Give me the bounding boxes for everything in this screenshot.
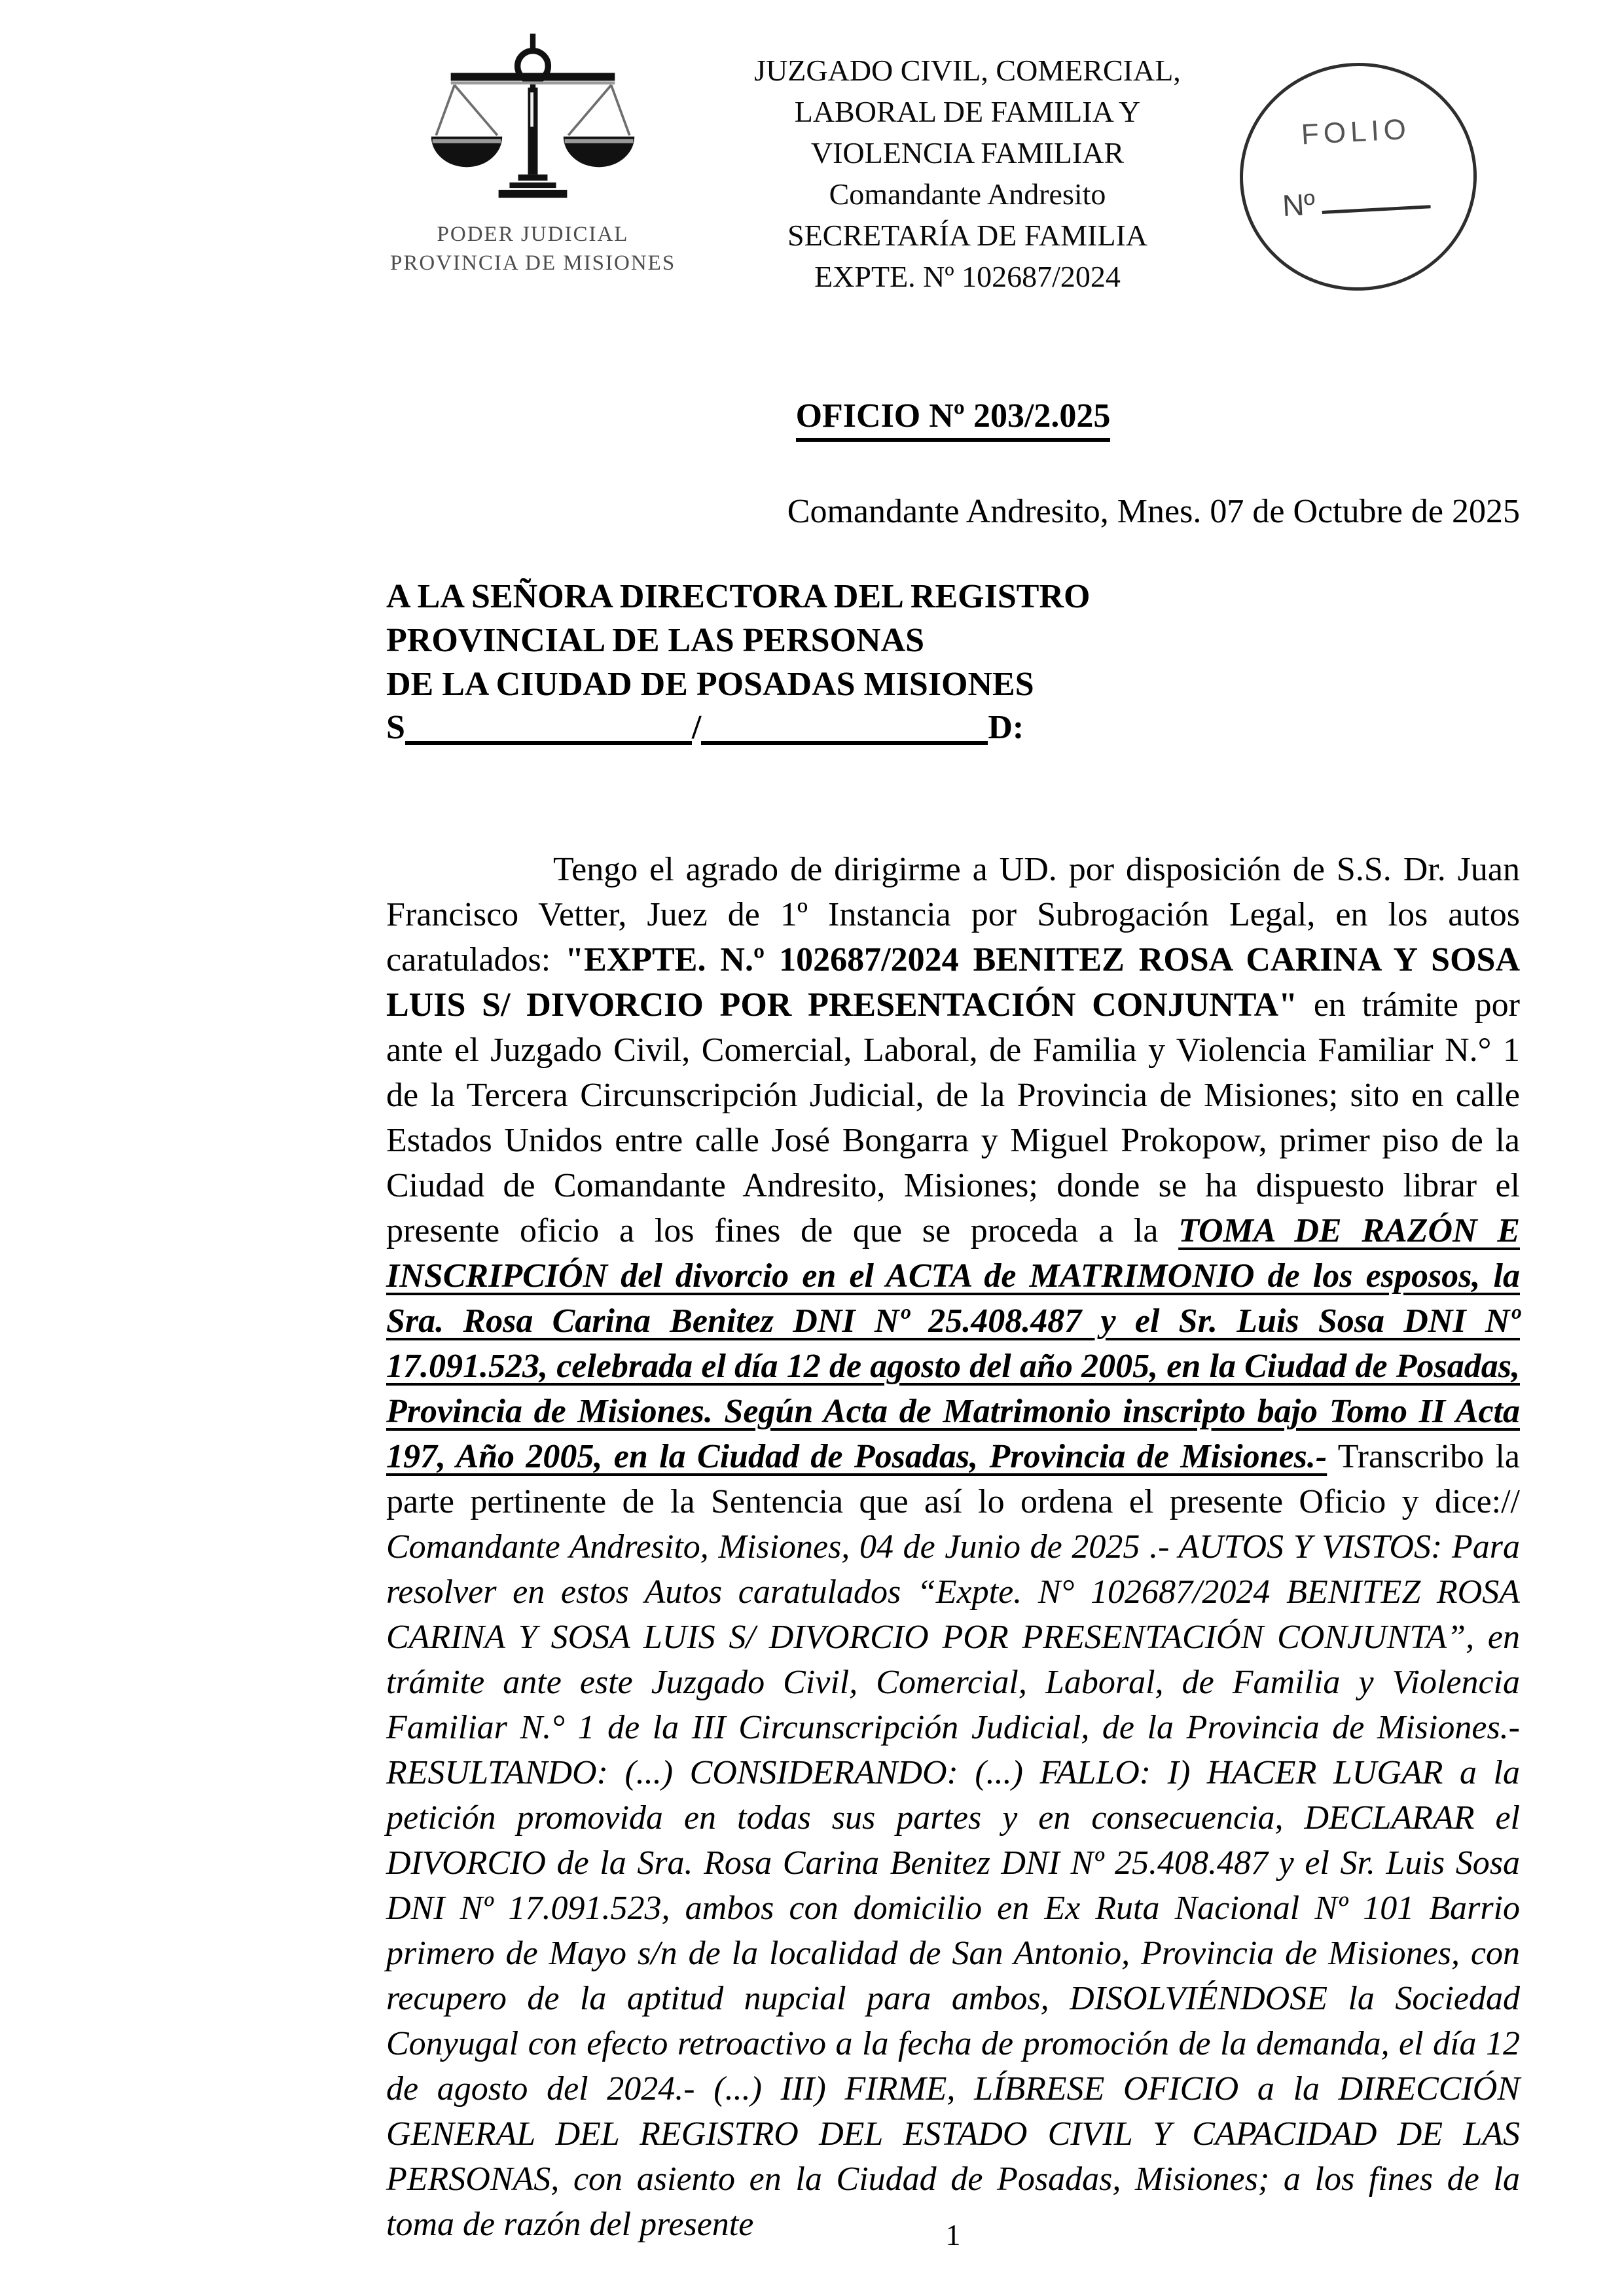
page-number: 1	[945, 2218, 961, 2251]
addressee-line: A LA SEÑORA DIRECTORA DEL REGISTRO	[386, 578, 1091, 615]
court-header-line: VIOLENCIA FAMILIAR	[810, 136, 1125, 170]
addressee-line: PROVINCIAL DE LAS PERSONAS	[386, 622, 925, 659]
court-header-line: EXPTE. Nº 102687/2024	[814, 260, 1121, 293]
body-text-run: Tengo el agrado de dirigirme a UD. por disposición de S.S. Dr. Juan Francisco Vetter, Juez de 1º Instancia por Subrogación Legal, en los autos caratulados:	[386, 851, 1520, 978]
body-text-run: Comandante Andresito, Misiones, 04 de Junio de 2025 .- AUTOS Y VISTOS: Para resolver en estos Autos caratulados “Expte. N° 102687/2024 BENITEZ ROSA CARINA Y SOSA LUIS S/ DIVORCIO POR PRESENTACIÓN CONJUNTA”, en trámite ante este Juzgado Civil, Comercial, Laboral, de Familia y Violencia Familiar N.° 1 de la III Circunscripción Judicial, de la Provincia de Misiones.- RESULTANDO: (...) CONSIDERANDO: (...) FALLO: I) HACER LUGAR a la petición promovida en todas sus partes y en consecuencia, DECLARAR el DIVORCIO de la Sra. Rosa Carina Benitez DNI Nº 25.408.487 y el Sr. Luis Sosa DNI Nº 17.091.523, ambos con domicilio en Ex Ruta Nacional Nº 101 Barrio primero de Mayo s/n de la localidad de San Antonio, Provincia de Misiones, con recupero de la aptitud nupcial para ambos, DISOLVIÉNDOSE la Sociedad Conyugal con efecto retroactivo a la fecha de promoción de la demanda, el día 12 de agosto del 2024.- (...) III) FIRME, LÍBRESE OFICIO a la DIRECCIÓN GENERAL DEL REGISTRO DEL ESTADO CIVIL Y CAPACIDAD DE LAS PERSONAS, con asiento en la Ciudad de Posadas, Misiones; a los fines de la toma de razón del presente	[386, 1528, 1520, 2243]
addressee-line: DE LA CIUDAD DE POSADAS MISIONES	[386, 666, 1034, 703]
judicial-logo-block	[390, 26, 676, 278]
body-paragraph	[386, 847, 1520, 2247]
body-text-run: en trámite por ante el Juzgado Civil, Comercial, Laboral, de Familia y Violencia Familiar N.° 1 de la Tercera Circunscripción Judicial, de la Provincia de Misiones; sito en calle Estados Unidos entre calle José Bongarra y Miguel Prokopow, primer piso de la Ciudad de Comandante Andresito, Misiones; donde se ha dispuesto librar el presente oficio a los fines de que se proceda a la	[386, 986, 1520, 1249]
folio-number-prefix: Nº	[1281, 187, 1316, 223]
salutation-line	[386, 707, 1024, 747]
folio-stamp	[1234, 57, 1483, 296]
oficio-title-text: OFICIO Nº 203/2.025	[796, 397, 1111, 442]
court-header-line: JUZGADO CIVIL, COMERCIAL,	[754, 54, 1181, 87]
court-header-block	[706, 50, 1229, 297]
court-header-line: SECRETARÍA DE FAMILIA	[787, 219, 1148, 252]
body-text-run: TOMA DE RAZÓN E INSCRIPCIÓN del divorcio en el ACTA de MATRIMONIO de los esposos, la Sra. Rosa Carina Benitez DNI Nº 25.408.487 y el Sr. Luis Sosa DNI Nº 17.091.523, celebrada el día 12 de agosto del año 2005, en la Ciudad de Posadas, Provincia de Misiones. Según Acta de Matrimonio inscripto bajo Tomo II Acta 197, Año 2005, en la Ciudad de Posadas, Provincia de Misiones.-	[386, 1212, 1520, 1475]
addressee-block	[386, 575, 1090, 706]
body-text-run: "EXPTE. N.º 102687/2024 BENITEZ ROSA CARINA Y SOSA LUIS S/ DIVORCIO POR PRESENTACIÓN CONJUNTA"	[386, 941, 1520, 1024]
oficio-title	[386, 397, 1520, 435]
salutation-s-label: S	[386, 709, 405, 746]
salutation-d-label: D:	[988, 709, 1024, 746]
folio-number-line	[1321, 179, 1431, 214]
logo-caption-poder-judicial: PODER JUDICIAL	[437, 223, 629, 246]
salutation-underline-1	[405, 707, 692, 745]
salutation-slash: /	[691, 709, 702, 746]
folio-number-row	[1282, 179, 1432, 223]
date-line: Comandante Andresito, Mnes. 07 de Octubre de 2025	[787, 493, 1520, 530]
salutation-underline-2	[701, 707, 988, 745]
court-header-line: Comandante Andresito	[829, 177, 1106, 211]
folio-stamp-label: FOLIO	[1300, 113, 1412, 151]
court-header-line: LABORAL DE FAMILIA Y	[794, 95, 1141, 128]
logo-caption-provincia: PROVINCIA DE MISIONES	[390, 251, 676, 275]
body-text-run: Transcribo la parte pertinente de la Sentencia que así lo ordena el presente Oficio y dice://	[386, 1438, 1521, 1520]
scales-of-justice-icon	[429, 26, 637, 220]
